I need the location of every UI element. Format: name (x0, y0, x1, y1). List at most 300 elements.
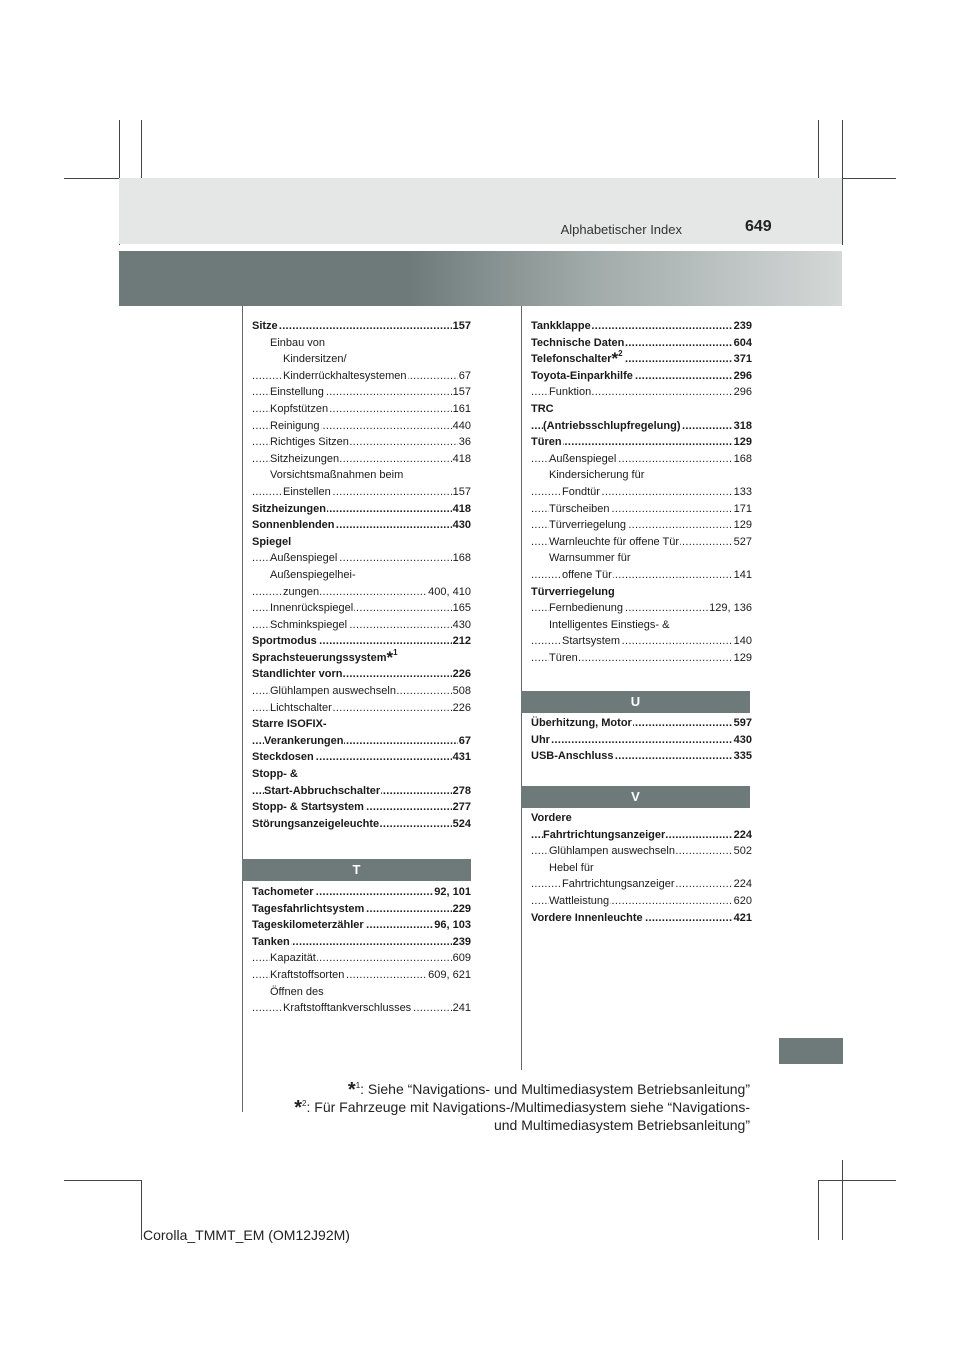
index-entry (252, 517, 471, 534)
index-term-text: Tagesfahrlichtsystem (252, 902, 365, 915)
index-term-text: Tageskilometerzähler (252, 919, 364, 932)
index-term (252, 936, 291, 948)
footnote-star: * (386, 647, 394, 667)
index-term (252, 801, 365, 813)
index-entry (252, 335, 471, 352)
index-entry (531, 827, 752, 844)
index-term-text: Türen (549, 651, 578, 664)
index-page-ref: 609 (452, 950, 471, 967)
index-page-ref: 418 (452, 501, 471, 518)
index-term-text: Öffnen des (270, 985, 324, 998)
index-page-ref: 161 (452, 401, 471, 418)
index-term (252, 718, 328, 730)
index-term-text: Vorsichtsmaßnahmen beim (270, 469, 404, 482)
index-entry (531, 451, 752, 468)
index-term-text: Außenspiegel (549, 452, 617, 465)
index-entry (531, 418, 752, 435)
index-page-ref: 440 (452, 418, 471, 435)
index-term (283, 370, 408, 382)
footnote-ref: 2 (618, 349, 623, 359)
index-page-ref: 277 (452, 799, 471, 816)
index-term (549, 602, 624, 614)
index-page-ref: 67 (458, 368, 471, 385)
index-entry (252, 816, 471, 833)
index-term (283, 353, 348, 365)
section-letter-v: V (521, 786, 750, 808)
index-term-text: USB-Anschluss (531, 750, 614, 763)
index-entry (531, 617, 752, 634)
index-entry (252, 418, 471, 435)
index-page-ref: 92, 101 (433, 884, 471, 901)
index-term (270, 403, 329, 415)
index-term-text: Kindersitzen/ (283, 353, 347, 366)
index-page-ref: 241 (452, 1000, 471, 1017)
index-term-text: Überhitzung, Motor (531, 717, 632, 729)
footnote-ref: 1 (393, 647, 398, 657)
index-page-ref: 371 (733, 351, 752, 368)
index-entry (531, 534, 752, 551)
index-term-text: Glühlampen auswechseln (549, 845, 675, 858)
index-term (252, 647, 399, 667)
index-page-ref: 133 (733, 484, 752, 501)
index-entry (252, 683, 471, 700)
index-term-text: Kraftstofftankverschlusses (283, 1002, 412, 1015)
index-entry (252, 950, 471, 967)
index-term (270, 337, 326, 349)
index-page-ref: 168 (452, 550, 471, 567)
index-list-t-cont (531, 318, 752, 666)
index-term-text: Sitzheizungen (252, 502, 326, 515)
index-term (562, 486, 601, 498)
index-entry (252, 984, 471, 1001)
index-term (270, 552, 338, 564)
index-term (283, 1002, 412, 1014)
index-term (531, 912, 644, 924)
index-term-text: Kinderrückhaltesystemen (283, 369, 407, 382)
index-term (549, 862, 595, 874)
index-term-text: Tachometer (252, 886, 314, 898)
index-term-text: Toyota-Einparkhilfe (531, 369, 633, 382)
crop-mark (818, 1180, 896, 1181)
index-entry (531, 910, 752, 927)
index-term-text: Kopfstützen (270, 402, 329, 415)
index-page-ref: 620 (733, 893, 752, 910)
index-page-ref: 278 (452, 783, 471, 800)
index-term (531, 320, 592, 332)
index-term-text: offene Tür (562, 568, 612, 581)
index-term-text: Sportmodus (252, 635, 317, 648)
header-title: Alphabetischer Index (560, 222, 682, 237)
index-page-ref: 96, 103 (433, 917, 471, 934)
index-term (252, 519, 336, 531)
index-term-text: Fahrtrichtungsanzeiger (562, 878, 675, 891)
index-term (270, 453, 340, 465)
footnotes (294, 1080, 750, 1134)
index-page-ref: 502 (733, 843, 752, 860)
index-page-ref: 296 (733, 384, 752, 401)
index-entry (531, 584, 752, 601)
index-term (264, 735, 344, 747)
index-term (531, 337, 625, 349)
index-entry (531, 860, 752, 877)
index-page-ref: 421 (733, 910, 752, 927)
index-term-text: Vordere Innenleuchte (531, 911, 643, 924)
index-page-ref: 239 (452, 934, 471, 951)
index-term-text: Sonnenblenden (252, 519, 335, 532)
index-column-right-u (531, 715, 752, 765)
index-entry (252, 384, 471, 401)
index-term-text: Außenspiegel (270, 552, 338, 565)
index-entry (252, 467, 471, 484)
index-entry (252, 600, 471, 617)
side-tab (779, 1038, 843, 1064)
index-entry (531, 650, 752, 667)
index-entry (252, 584, 471, 601)
index-term (531, 403, 555, 415)
index-entry (252, 401, 471, 418)
index-term-text: Kapazität (270, 952, 316, 965)
index-term-text: Sitzheizungen (270, 452, 340, 465)
header-band (119, 178, 842, 244)
index-term (270, 969, 345, 981)
index-term-text: Kindersicherung für (549, 469, 645, 482)
index-term-text: Sitze (252, 320, 278, 332)
index-term-text: Sprachsteuerungssystem (252, 651, 387, 664)
index-term-text: Startsystem (562, 635, 621, 648)
footnote-text: : Siehe “Navigations- und Multimediasystem Betriebsanleitung” (360, 1081, 750, 1097)
index-term-text: Wattleistung (549, 894, 610, 907)
index-entry (252, 934, 471, 951)
index-term (549, 652, 579, 664)
index-term-text: Starre ISOFIX- (252, 718, 327, 731)
index-term (531, 370, 634, 382)
index-term (252, 886, 315, 898)
index-term-text: Glühlampen auswechseln (270, 685, 396, 698)
index-entry (252, 733, 471, 750)
index-page-ref: 171 (733, 501, 752, 518)
index-entry (252, 967, 471, 984)
index-term-text: Türverriegelung (531, 585, 615, 598)
index-entry (252, 766, 471, 783)
index-entry (531, 335, 752, 352)
index-term (252, 635, 318, 647)
crop-mark (842, 120, 843, 245)
index-column-left-t (252, 884, 471, 1017)
index-page-ref: 165 (452, 600, 471, 617)
footnote-text: : Für Fahrzeuge mit Navigations-/Multimediasystem siehe “Navigations- (306, 1099, 750, 1115)
index-entry (252, 550, 471, 567)
index-page-ref: 36 (458, 434, 471, 451)
index-entry (252, 647, 471, 667)
index-entry (252, 451, 471, 468)
index-list-s (252, 318, 471, 832)
index-term-text: Fondtür (562, 485, 600, 498)
index-term-text: Richtiges Sitzen (270, 436, 349, 449)
document-code: Corolla_TMMT_EM (OM12J92M) (143, 1227, 350, 1243)
index-term (264, 785, 381, 797)
index-page-ref: 141 (733, 567, 752, 584)
index-term (270, 602, 354, 614)
index-term (531, 586, 616, 598)
crop-mark (64, 1180, 142, 1181)
index-entry (252, 783, 471, 800)
index-term-text: zungen (283, 585, 320, 598)
index-entry (252, 368, 471, 385)
index-term (549, 503, 611, 515)
index-term-text: Fahrtrichtungsanzeiger (543, 828, 666, 841)
index-page-ref: 400, 410 (427, 584, 471, 601)
index-term-text: Fernbedienung (549, 602, 624, 615)
index-term (543, 829, 666, 841)
index-term (549, 469, 645, 481)
index-page-ref: 431 (452, 749, 471, 766)
index-term (531, 812, 573, 824)
index-term (283, 486, 332, 498)
index-term (270, 469, 404, 481)
index-term-text: Stopp- & (252, 768, 298, 781)
index-term (270, 436, 350, 448)
index-term (549, 895, 610, 907)
index-entry (252, 484, 471, 501)
index-entry (531, 401, 752, 418)
index-term (252, 751, 315, 763)
index-term (270, 569, 357, 581)
index-page-ref: 67 (458, 733, 471, 750)
index-entry (531, 550, 752, 567)
index-term (549, 552, 632, 564)
index-term (283, 586, 320, 598)
index-list-t (252, 884, 471, 1017)
index-column-right-v (531, 810, 752, 926)
footnote-star: * (347, 1079, 356, 1101)
page-number: 649 (745, 218, 772, 235)
index-entry (252, 700, 471, 717)
index-page-ref: 157 (452, 318, 471, 335)
index-page-ref: 609, 621 (427, 967, 471, 984)
index-term (549, 536, 680, 548)
index-entry (531, 810, 752, 827)
crop-mark (818, 1180, 819, 1240)
section-letter-t: T (242, 859, 471, 881)
index-entry (531, 876, 752, 893)
index-entry (531, 368, 752, 385)
index-page-ref: 168 (733, 451, 752, 468)
index-term-text: Telefonschalter (531, 353, 612, 366)
index-entry (252, 617, 471, 634)
footnote-number: 2 (302, 1099, 307, 1108)
index-entry (531, 732, 752, 749)
index-page-ref: 430 (452, 517, 471, 534)
index-term (252, 503, 327, 515)
crop-mark (818, 120, 819, 178)
index-entry (531, 467, 752, 484)
index-list-v (531, 810, 752, 926)
index-term-text: Außenspiegelhei- (270, 568, 356, 581)
index-term-text: Vordere (531, 812, 572, 824)
index-term (549, 519, 627, 531)
index-term-text: Hebel für (549, 861, 594, 874)
index-column-left (252, 318, 471, 832)
index-term-text: (Antriebsschlupfregelung) (543, 419, 681, 432)
index-entry (252, 633, 471, 650)
index-entry (531, 633, 752, 650)
index-term (531, 436, 563, 448)
index-term (252, 919, 365, 931)
index-term-text: Kraftstoffsorten (270, 968, 345, 981)
index-entry (252, 884, 471, 901)
index-term-text: Einstellung (270, 386, 324, 399)
index-entry (252, 666, 471, 683)
index-term-text: Standlichter vorn (252, 668, 343, 681)
index-term-text: Reinigung (270, 419, 320, 432)
index-page-ref: 226 (452, 666, 471, 683)
index-term-text: Warnleuchte für offene Tür (549, 535, 680, 548)
index-term-text: Technische Daten (531, 336, 625, 349)
index-entry (531, 567, 752, 584)
footnote-star: * (294, 1097, 303, 1119)
index-term (543, 420, 682, 432)
index-term-text: Tanken (252, 935, 290, 948)
index-entry (531, 384, 752, 401)
index-term (252, 903, 365, 915)
index-term-text: Intelligentes Einstiegs- & (549, 618, 670, 631)
index-page-ref: 597 (733, 715, 752, 732)
index-term-text: Steckdosen (252, 751, 314, 764)
index-page-ref: 430 (733, 732, 752, 749)
index-entry (252, 434, 471, 451)
index-page-ref: 157 (452, 384, 471, 401)
index-entry (252, 501, 471, 518)
index-term (252, 668, 343, 680)
index-entry (252, 1000, 471, 1017)
index-page-ref: 226 (452, 700, 471, 717)
index-term-text: Einstellen (283, 485, 331, 498)
index-term-text: Stopp- & Startsystem (252, 801, 364, 814)
index-term-text: Warnsummer für (549, 552, 631, 565)
crop-mark (842, 1160, 843, 1240)
index-term (562, 878, 676, 890)
index-entry (252, 318, 471, 335)
index-page-ref: 524 (452, 816, 471, 833)
index-page-ref: 212 (452, 633, 471, 650)
footnote-2 (294, 1097, 750, 1119)
index-page-ref: 508 (452, 683, 471, 700)
index-page-ref: 129 (733, 517, 752, 534)
index-entry (531, 748, 752, 765)
index-page-ref: 129 (733, 650, 752, 667)
index-term (531, 349, 624, 369)
index-page-ref: 157 (452, 484, 471, 501)
index-term-text: Türscheiben (549, 502, 610, 515)
index-page-ref: 129 (733, 434, 752, 451)
index-term-text: Türverriegelung (549, 519, 627, 532)
index-term (562, 569, 613, 581)
index-term-text: Innenrückspiegel (270, 602, 354, 615)
index-term (549, 453, 617, 465)
index-term (531, 750, 615, 762)
index-term-text: TRC (531, 402, 554, 415)
index-term-text: Störungsanzeigeleuchte (252, 817, 380, 830)
index-term-text: Türen (531, 436, 562, 449)
index-page-ref: 296 (733, 368, 752, 385)
index-page-ref: 430 (452, 617, 471, 634)
index-entry (531, 893, 752, 910)
index-term-text: Verankerungen (264, 734, 344, 747)
index-page-ref: 140 (733, 633, 752, 650)
index-entry (252, 799, 471, 816)
index-page-ref: 527 (733, 534, 752, 551)
index-term-text: Start-Abbruchschalter (264, 784, 381, 797)
index-entry (252, 351, 471, 368)
index-entry (531, 484, 752, 501)
index-term (549, 386, 592, 398)
index-page-ref: 604 (733, 335, 752, 352)
crop-mark (141, 120, 142, 178)
index-entry (531, 843, 752, 860)
index-entry (531, 715, 752, 732)
index-entry (252, 749, 471, 766)
index-term (531, 734, 551, 746)
footnote-2-cont: und Multimediasystem Betriebsanleitung” (493, 1117, 750, 1133)
index-term (270, 619, 348, 631)
index-list-u (531, 715, 752, 765)
index-term-text: Uhr (531, 733, 550, 746)
index-page-ref: 318 (733, 418, 752, 435)
index-term-text: Funktion (549, 386, 592, 399)
index-entry (531, 434, 752, 451)
footnote-1 (294, 1079, 750, 1101)
section-letter-u: U (521, 691, 750, 713)
index-entry (531, 501, 752, 518)
index-term (562, 635, 621, 647)
footnote-star: * (611, 349, 619, 369)
index-page-ref: 418 (452, 451, 471, 468)
index-term-text: Schminkspiegel (270, 618, 348, 631)
index-term-text: Spiegel (252, 535, 292, 548)
index-entry (252, 534, 471, 551)
index-page-ref: 335 (733, 748, 752, 765)
index-term (270, 702, 333, 714)
index-entry (252, 716, 471, 733)
index-term (252, 768, 299, 780)
index-entry (252, 917, 471, 934)
left-margin-line (242, 306, 243, 1112)
crop-mark (141, 1180, 142, 1240)
index-term (531, 717, 633, 729)
index-term (270, 386, 325, 398)
index-page-ref: 229 (452, 901, 471, 918)
footnote-number: 1 (355, 1081, 361, 1090)
index-entry (531, 351, 752, 368)
index-term-text: Einbau von (270, 336, 326, 349)
column-divider (521, 306, 522, 1070)
index-term (549, 845, 676, 857)
title-band (119, 251, 842, 306)
index-entry (252, 567, 471, 584)
index-term (270, 986, 325, 998)
index-term (270, 685, 397, 697)
index-term (252, 320, 279, 332)
index-page-ref: 224 (733, 876, 752, 893)
index-page-ref: 129, 136 (708, 600, 752, 617)
index-term-text: Tankklappe (531, 320, 591, 332)
index-entry (252, 901, 471, 918)
index-column-right (531, 318, 752, 666)
index-term (252, 536, 292, 548)
index-page-ref: 239 (733, 318, 752, 335)
index-term (270, 952, 317, 964)
index-term (270, 420, 321, 432)
